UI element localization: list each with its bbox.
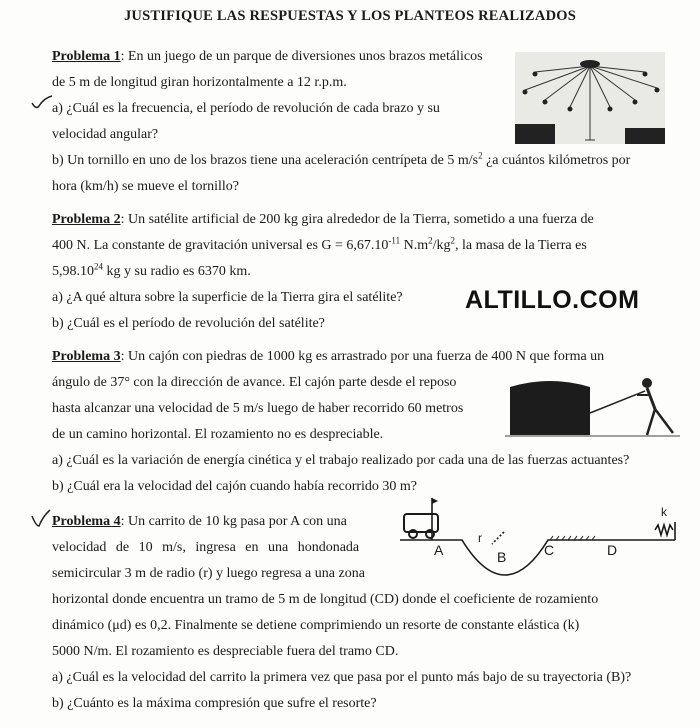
problem-4-line-1: : Un carrito de 10 kg pasa por A con una (120, 514, 347, 529)
problem-4-question-a: a) ¿Cuál es la velocidad del carrito la primera vez que pasa por el punto más bajo de su trayectoria (B)? (52, 670, 632, 685)
superscript: 2 (450, 235, 455, 246)
superscript: -11 (388, 235, 401, 246)
problem-2-question-a: a) ¿A qué altura sobre la superficie de la Tierra gira el satélite? (52, 290, 403, 305)
amusement-ride-illustration (515, 52, 665, 144)
label-d: D (607, 542, 618, 558)
label-k: k (661, 505, 667, 519)
watermark: ALTILLO.COM (465, 286, 640, 314)
label-c: C (544, 542, 555, 558)
problem-4-heading: Problema 4 (52, 514, 121, 529)
problem-1-line-2: de 5 m de longitud giran horizontalmente a 12 r.p.m. (52, 75, 347, 90)
problem-3-line-4: de un camino horizontal. El rozamiento no es despreciable. (52, 427, 384, 442)
page-title: JUSTIFIQUE LAS RESPUESTAS Y LOS PLANTEOS REALIZADOS (123, 8, 577, 24)
problem-4-line-4: horizontal donde encuentra un tramo de 5 m de longitud (CD) donde el coeficiente de rozamiento (52, 592, 599, 607)
problem-3-question-a: a) ¿Cuál es la variación de energía cinética y el trabajo realizado por cada una de las fuerzas actuantes? (52, 453, 630, 468)
problem-4-line-2: velocidad de 10 m/s, ingresa en una hondonada (52, 540, 360, 555)
text: , la masa de la Tierra es (454, 238, 587, 253)
problem-2 (52, 207, 594, 337)
cart-icon (404, 514, 438, 538)
text: /kg (432, 238, 451, 253)
problem-2-line-1: : Un satélite artificial de 200 kg gira alrededor de la Tierra, sometido a una fuerza de (120, 212, 594, 227)
label-b: B (497, 549, 507, 565)
text: kg y su radio es 6370 km. (103, 264, 251, 279)
problem-1-line-6: hora (km/h) se mueve el tornillo? (52, 179, 239, 194)
problem-1-heading: Problema 1 (52, 49, 121, 64)
checkmark-icon (30, 94, 54, 112)
problem-3-line-2: ángulo de 37° con la dirección de avance. El cajón parte desde el reposo (52, 375, 457, 390)
problem-1-line-1: : En un juego de un parque de diversiones unos brazos metálicos (120, 49, 483, 64)
label-r: r (478, 531, 482, 545)
superscript: 2 (428, 235, 433, 246)
problem-4-question-b: b) ¿Cuánto es la máxima compresión que sufre el resorte? (52, 696, 377, 711)
problem-2-line-2: 400 N. La constante de gravitación universal es G = 6,67.10 (52, 238, 389, 253)
problem-2-heading: Problema 2 (52, 212, 121, 227)
problem-3-line-1: : Un cajón con piedras de 1000 kg es arrastrado por una fuerza de 400 N que forma un (120, 349, 605, 364)
superscript: 2 (478, 150, 483, 161)
problem-3-question-b: b) ¿Cuál era la velocidad del cajón cuando había recorrido 30 m? (52, 479, 418, 494)
crate-pull-illustration (505, 373, 680, 439)
problem-1-line-4: velocidad angular? (52, 127, 159, 142)
problem-1-question-b-end: ¿a cuántos kilómetros por (482, 153, 631, 168)
text: N.m (400, 238, 429, 253)
problem-4-line-5: dinámico (μd) es 0,2. Finalmente se detiene comprimiendo un resorte de constante elástica (k) (52, 618, 580, 633)
problem-3-line-3: hasta alcanzar una velocidad de 5 m/s luego de haber recorrido 60 metros (52, 401, 464, 416)
problem-1-question-a: a) ¿Cuál es la frecuencia, el período de revolución de cada brazo y su (52, 101, 440, 116)
cart-track-diagram (400, 492, 685, 582)
checkmark-icon (30, 508, 52, 530)
problem-4-line-6: 5000 N/m. El rozamiento es despreciable fuera del tramo CD. (52, 644, 399, 659)
problem-2-question-b: b) ¿Cuál es el período de revolución del satélite? (52, 316, 325, 331)
superscript: 24 (94, 261, 103, 272)
problem-2-line-3: 5,98.10 (52, 264, 94, 279)
problem-3-heading: Problema 3 (52, 349, 121, 364)
label-a: A (434, 542, 444, 558)
problem-4-line-3: semicircular 3 m de radio (r) y luego regresa a una zona (52, 566, 365, 581)
problem-1-question-b: b) Un tornillo en uno de los brazos tiene una aceleración centrípeta de 5 m/s (52, 153, 479, 168)
